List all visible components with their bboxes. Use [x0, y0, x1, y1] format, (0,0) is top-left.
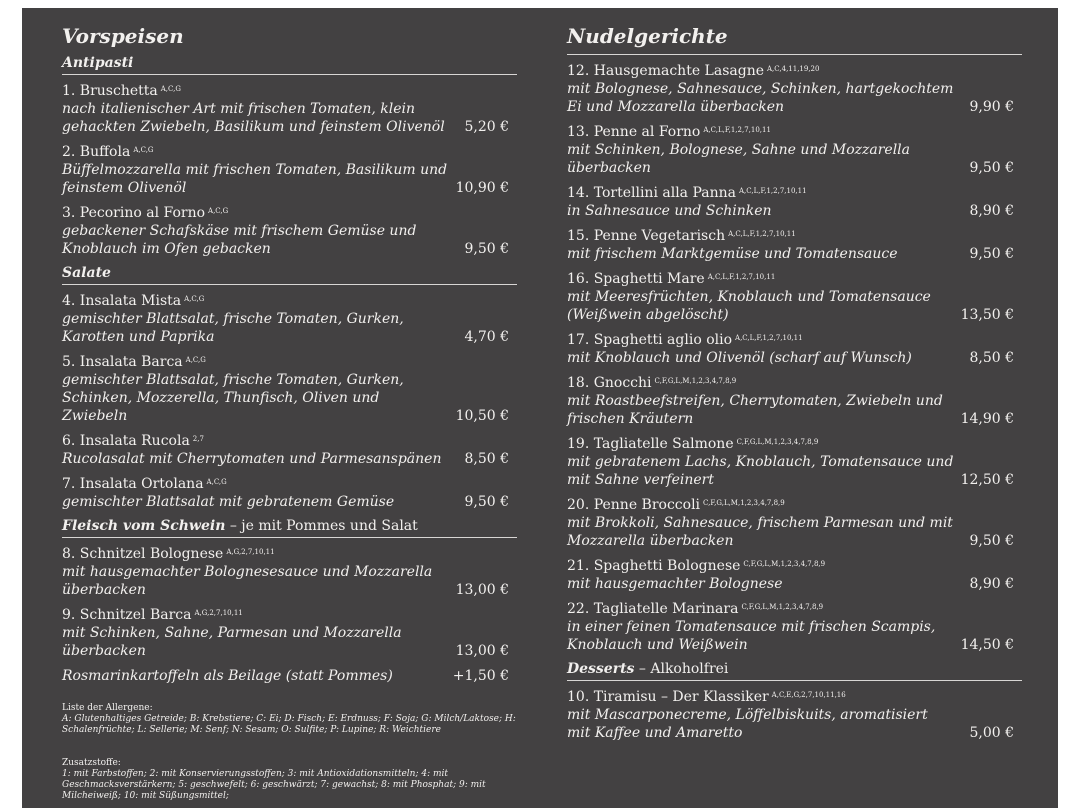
item-description: mit hausgemachter Bolognesesauce und Mozzarella überbacken [62, 564, 433, 598]
item-allergens: C,F,G,L,M,1,2,3,4,7,8,9 [741, 603, 824, 611]
menu-item [62, 667, 517, 685]
item-name: 13. Penne al Forno [567, 124, 701, 140]
item-price: 12,50 € [960, 472, 1014, 488]
item-name-line [62, 545, 517, 563]
item-allergens: C,F,G,L,M,1,2,3,4,7,8,9 [654, 377, 737, 385]
item-price: 14,90 € [960, 411, 1014, 427]
item-name: 3. Pecorino al Forno [62, 205, 206, 221]
item-description: Büffelmozzarella mit frischen Tomaten, Basilikum und feinstem Olivenöl [62, 162, 448, 196]
item-price: +1,50 € [452, 668, 509, 684]
item-name-line [62, 432, 517, 450]
item-description: mit Roastbeefstreifen, Cherrytomaten, Zwiebeln und frischen Kräutern [567, 393, 943, 427]
item-name-line [567, 374, 1022, 392]
item-allergens: A,G,2,7,10,11 [226, 548, 275, 556]
item-price: 9,50 € [969, 533, 1014, 549]
item-name-line [567, 227, 1022, 245]
item-price: 13,00 € [455, 643, 509, 659]
item-allergens: A,C,4,11,19,20 [767, 65, 820, 73]
item-allergens: A,C,L,F,1,2,7,10,11 [707, 273, 776, 281]
item-allergens: A,C,L,F,1,2,7,10,11 [703, 126, 771, 134]
item-name: 6. Insalata Rucola [62, 433, 190, 449]
item-description: in einer feinen Tomatensauce mit frischen Scampis, Knoblauch und Weißwein [567, 619, 936, 653]
item-description: nach italienischer Art mit frischen Tomaten, klein gehackten Zwiebeln, Basilikum und feinstem Olivenöl [62, 101, 445, 135]
item-description: Rucolasalat mit Cherrytomaten und Parmesanspänen [62, 451, 442, 467]
menu-item [567, 600, 1022, 654]
right-column [567, 8, 1022, 742]
heading-vorspeisen: Vorspeisen [62, 24, 184, 48]
item-allergens: A,C,G [133, 146, 154, 154]
right-sections [567, 52, 1022, 742]
additives-legend: 1: mit Farbstoffen; 2: mit Konservierungsstoffen; 3: mit Antioxidationsmitteln; 4: mit Geschmacksverstärkern; 5: geschwefelt; 6: geschwärzt; 7: gewachst; 8: mit Phosphat; 9: mit Milcheiweiß; 10: mit Süßungsmittel; [62, 769, 486, 801]
menu-item [62, 353, 517, 425]
item-description: mit gebratenem Lachs, Knoblauch, Tomatensauce und mit Sahne verfeinert [567, 454, 954, 488]
section-rule [567, 52, 1022, 55]
menu-item [62, 475, 517, 511]
menu-item [567, 496, 1022, 550]
item-name: 20. Penne Broccoli [567, 497, 701, 513]
item-price: 4,70 € [464, 329, 509, 345]
menu-board [22, 8, 1058, 808]
menu-item [62, 545, 517, 599]
menu-item [567, 688, 1022, 742]
allergen-notes [62, 703, 517, 802]
item-name-line [567, 688, 1022, 706]
item-name-line [62, 606, 517, 624]
item-price: 13,00 € [455, 582, 509, 598]
menu-item [567, 184, 1022, 220]
menu-item [62, 82, 517, 136]
item-allergens: A,C,G [185, 356, 206, 364]
item-name: 21. Spaghetti Bolognese [567, 558, 741, 574]
additives-title: Zusatzstoffe: [62, 758, 121, 768]
item-name-line [62, 204, 517, 222]
item-name-line [567, 270, 1022, 288]
item-name-line [62, 143, 517, 161]
section-title-text: Antipasti [62, 55, 134, 71]
section-title [567, 660, 1022, 681]
item-allergens: A,C,G [208, 207, 229, 215]
menu-item [567, 435, 1022, 489]
item-description: gebackener Schafskäse mit frischem Gemüse und Knoblauch im Ofen gebacken [62, 223, 417, 257]
item-allergens: C,F,G,L,M,1,2,3,4,7,8,9 [743, 560, 826, 568]
section-title [62, 517, 517, 538]
item-price: 8,90 € [969, 576, 1014, 592]
item-description: gemischter Blattsalat, frische Tomaten, Gurken, Karotten und Paprika [62, 311, 404, 345]
item-allergens: A,C,E,G,2,7,10,11,16 [771, 691, 846, 699]
item-price: 9,50 € [464, 494, 509, 510]
item-allergens: 2,7 [192, 435, 204, 443]
item-description: mit hausgemachter Bolognese [567, 576, 783, 592]
section-title [62, 54, 517, 75]
item-name-line [567, 331, 1022, 349]
item-allergens: A,C,G [160, 85, 181, 93]
item-name: 19. Tagliatelle Salmone [567, 436, 734, 452]
section-title-text: Salate [62, 265, 111, 281]
menu-item [567, 270, 1022, 324]
item-name: 15. Penne Vegetarisch [567, 228, 726, 244]
item-description: mit Bolognese, Sahnesauce, Schinken, hartgekochtem Ei und Mozzarella überbacken [567, 81, 954, 115]
item-name-line [567, 496, 1022, 514]
menu-item [567, 331, 1022, 367]
allergen-legend: A: Glutenhaltiges Getreide; B: Krebstiere; C: Ei; D: Fisch; E: Erdnuss; F: Soja; G: Milch/Laktose; H: Schalenfrüchte; L: Sellerie; M: Senf; N: Sesam; O: Sulfite; P: Lupine; R: Weichtiere [62, 714, 516, 735]
item-name: 9. Schnitzel Barca [62, 607, 192, 623]
item-name: 7. Insalata Ortolana [62, 476, 204, 492]
item-name: 2. Buffola [62, 144, 131, 160]
left-sections [62, 54, 517, 685]
item-description: mit Schinken, Bolognese, Sahne und Mozzarella überbacken [567, 142, 911, 176]
item-price: 10,50 € [455, 408, 509, 424]
item-price: 9,50 € [969, 246, 1014, 262]
section-subtitle: – Alkoholfrei [634, 661, 729, 677]
item-name: 18. Gnocchi [567, 375, 652, 391]
item-allergens: A,C,L,F,1,2,7,10,11 [739, 187, 807, 195]
item-name-line [62, 292, 517, 310]
item-name: 16. Spaghetti Mare [567, 271, 705, 287]
section-title-text: Desserts [567, 661, 635, 677]
item-name-line [567, 184, 1022, 202]
item-description: mit Knoblauch und Olivenöl (scharf auf Wunsch) [567, 350, 912, 366]
item-allergens: A,G,2,7,10,11 [194, 609, 243, 617]
menu-item [567, 557, 1022, 593]
item-price: 8,50 € [969, 350, 1014, 366]
item-name-line [567, 123, 1022, 141]
item-price: 14,50 € [960, 637, 1014, 653]
item-description: gemischter Blattsalat, frische Tomaten, Gurken, Schinken, Mozzerella, Thunfisch, Oliven und Zwiebeln [62, 372, 404, 424]
item-price: 8,90 € [969, 203, 1014, 219]
item-name: 4. Insalata Mista [62, 293, 182, 309]
item-description: mit Mascarponecreme, Löffelbiskuits, aromatisiert mit Kaffee und Amaretto [567, 707, 928, 741]
menu-item [567, 62, 1022, 116]
allergen-title: Liste der Allergene: [62, 703, 153, 713]
item-name: 5. Insalata Barca [62, 354, 183, 370]
left-column [62, 8, 517, 802]
item-allergens: A,C,L,F,1,2,7,10,11 [735, 334, 803, 342]
item-name-line [62, 475, 517, 493]
item-description: in Sahnesauce und Schinken [567, 203, 772, 219]
menu-item [62, 432, 517, 468]
item-price: 5,20 € [464, 119, 509, 135]
item-description: mit Meeresfrüchten, Knoblauch und Tomatensauce (Weißwein abgelöscht) [567, 289, 931, 323]
section-subtitle: – je mit Pommes und Salat [225, 518, 418, 534]
menu-item [62, 606, 517, 660]
item-price: 5,00 € [969, 725, 1014, 741]
item-description: Rosmarinkartoffeln als Beilage (statt Pommes) [62, 668, 393, 684]
item-name-line [567, 62, 1022, 80]
item-price: 8,50 € [464, 451, 509, 467]
menu-item [567, 374, 1022, 428]
item-name-line [567, 557, 1022, 575]
item-price: 9,90 € [969, 99, 1014, 115]
item-name-line [62, 353, 517, 371]
menu-item [567, 123, 1022, 177]
item-name: 17. Spaghetti aglio olio [567, 332, 733, 348]
menu-item [62, 143, 517, 197]
item-name: 1. Bruschetta [62, 83, 158, 99]
item-allergens: A,C,L,F,1,2,7,10,11 [728, 230, 796, 238]
item-name: 14. Tortellini alla Panna [567, 185, 736, 201]
item-allergens: A,C,G [184, 295, 205, 303]
menu-item [62, 292, 517, 346]
item-description: mit Schinken, Sahne, Parmesan und Mozzarella überbacken [62, 625, 402, 659]
item-price: 9,50 € [464, 241, 509, 257]
item-name-line [567, 600, 1022, 618]
item-description: mit Brokkoli, Sahnesauce, frischem Parmesan und mit Mozzarella überbacken [567, 515, 953, 549]
item-allergens: A,C,G [206, 478, 227, 486]
item-name-line [62, 82, 517, 100]
heading-nudelgerichte: Nudelgerichte [567, 24, 728, 48]
item-allergens: C,F,G,L,M,1,2,3,4,7,8,9 [703, 499, 785, 507]
section-title [62, 264, 517, 285]
section-title-text: Fleisch vom Schwein [62, 518, 226, 534]
menu-item [62, 204, 517, 258]
item-description: mit frischem Marktgemüse und Tomatensauce [567, 246, 898, 262]
menu-item [567, 227, 1022, 263]
item-name-line [567, 435, 1022, 453]
item-name: 12. Hausgemachte Lasagne [567, 63, 764, 79]
item-price: 9,50 € [969, 160, 1014, 176]
item-name: 22. Tagliatelle Marinara [567, 601, 739, 617]
item-price: 10,90 € [455, 180, 509, 196]
item-name: 8. Schnitzel Bolognese [62, 546, 224, 562]
item-allergens: C,F,G,L,M,1,2,3,4,7,8,9 [736, 438, 819, 446]
item-price: 13,50 € [960, 307, 1014, 323]
item-name: 10. Tiramisu – Der Klassiker [567, 689, 769, 705]
item-description: gemischter Blattsalat mit gebratenem Gemüse [62, 494, 395, 510]
